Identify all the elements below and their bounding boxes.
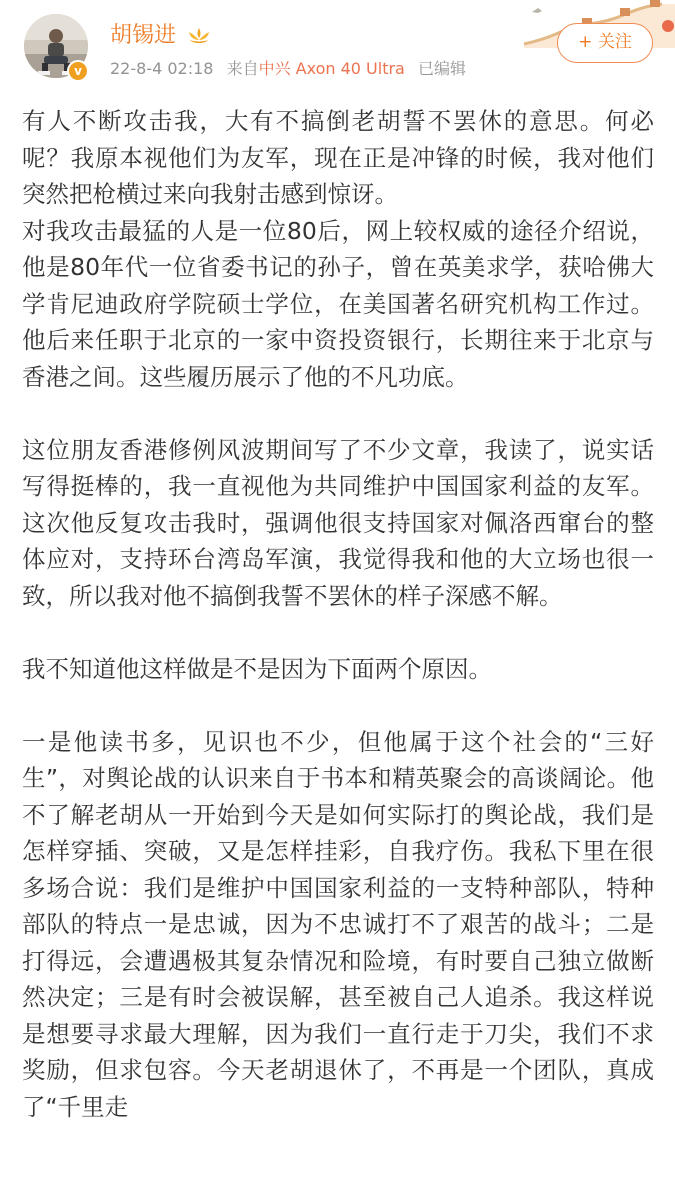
post-paragraph: 有人不断攻击我，大有不搞倒老胡誓不罢休的意思。何必呢？我原本视他们为友军，现在正是冲锋的时候，我对他们突然把枪横过来向我射击感到惊讶。 xyxy=(22,107,654,208)
post-timestamp[interactable]: 22-8-4 02:18 xyxy=(110,59,214,78)
verified-badge-icon: v xyxy=(67,60,89,82)
post-paragraph: 这位朋友香港修例风波期间写了不少文章，我读了，说实话写得挺棒的，我一直视他为共同维护中国国家利益的友军。这次他反复攻击我时，强调他很支持国家对佩洛西窜台的整体应对，支持环台湾岛军演，我觉得我和他的大立场也很一致，所以我对他不搞倒我誓不罢休的样子深感不解。 xyxy=(22,435,654,610)
post-paragraph: 我不知道他这样做是不是因为下面两个原因。 xyxy=(22,654,492,683)
follow-button[interactable]: + 关注 xyxy=(557,23,653,63)
post-meta xyxy=(110,58,466,80)
member-badge-icon[interactable] xyxy=(186,26,212,46)
post-paragraph: 对我攻击最猛的人是一位80后，网上较权威的途径介绍说，他是80年代一位省委书记的孙子，曾在英美求学，获哈佛大学肯尼迪政府学院硕士学位，在美国著名研究机构工作过。他后来任职于北京的一家中资投资银行，长期往来于北京与香港之间。这些履历展示了他的不凡功底。 xyxy=(22,216,654,391)
edited-label[interactable]: 已编辑 xyxy=(417,59,466,78)
author-name[interactable]: 胡锡进 xyxy=(110,23,177,48)
device-name[interactable]: 中兴 Axon 40 Ultra xyxy=(258,59,405,78)
post-body xyxy=(22,103,654,1125)
post-header xyxy=(0,0,675,100)
post-paragraph: 一是他读书多，见识也不少，但他属于这个社会的“三好生”，对舆论战的认识来自于书本和精英聚会的高谈阔论。他不了解老胡从一开始到今天是如何实际打的舆论战，我们是怎样穿插、突破，又是怎样挂彩，自我疗伤。我私下里在很多场合说：我们是维护中国国家利益的一支特种部队，特种部队的特点一是忠诚，因为不忠诚打不了艰苦的战斗；二是打得远，会遭遇极其复杂情况和险境，有时要自己独立做断然决定；三是有时会被误解，甚至被自己人追杀。我这样说是想要寻求最大理解，因为我们一直行走于刀尖，我们不求奖励，但求包容。今天老胡退休了，不再是一个团队，真成了“千里走 xyxy=(22,727,654,1121)
device-prefix: 来自 xyxy=(226,59,259,78)
